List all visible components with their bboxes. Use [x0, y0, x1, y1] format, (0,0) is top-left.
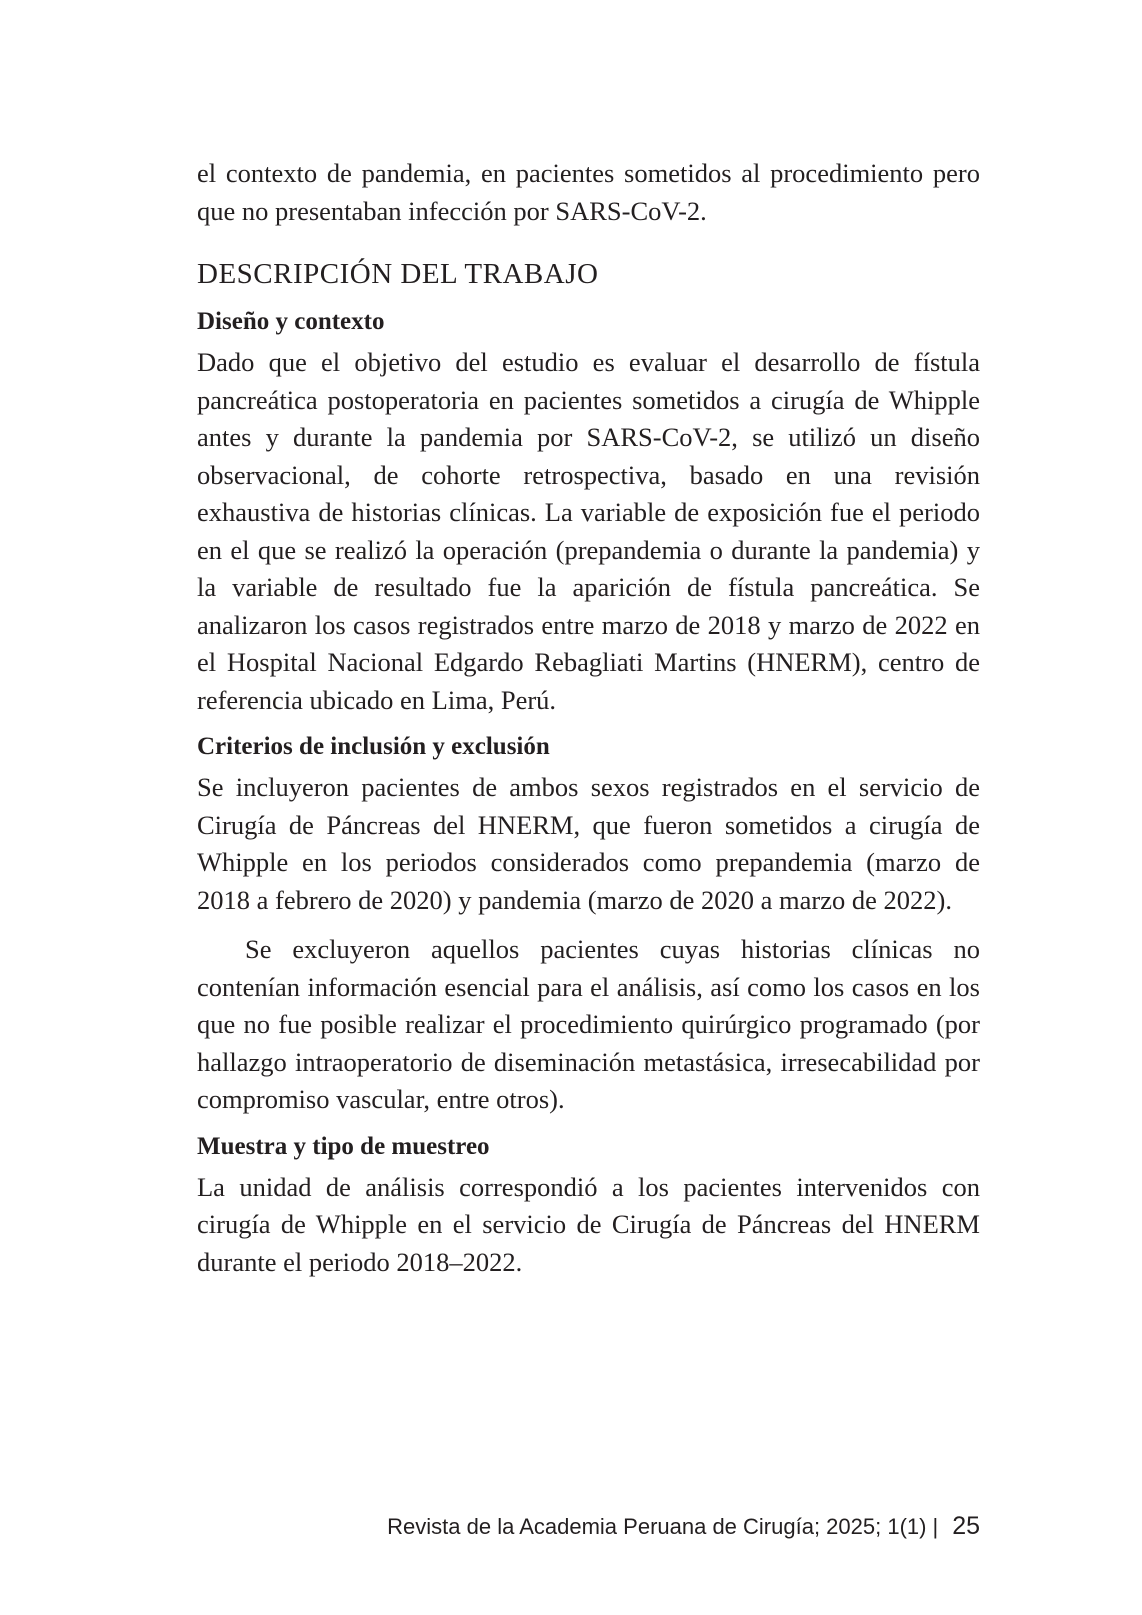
journal-citation: Revista de la Academia Peruana de Cirugía; 2025; 1(1): [387, 1514, 927, 1539]
intro-paragraph: el contexto de pandemia, en pacientes sometidos al procedimiento pero que no presentaban infección por SARS-CoV-2.: [197, 158, 980, 226]
subsection-heading-criteria: Criterios de inclusión y exclusión: [197, 733, 550, 760]
paragraph-exclusion: Se excluyeron aquellos pacientes cuyas historias clínicas no contenían información esencial para el análisis, así como los casos en los que no fue posible realizar el procedimiento quirúrgico programado (por hallazgo intraoperatorio de diseminación metastásica, irresecabilidad por compromiso vascular, entre otros).: [197, 934, 980, 1114]
paragraph-sample: La unidad de análisis correspondió a los pacientes intervenidos con cirugía de Whipple en el servicio de Cirugía de Páncreas del HNERM durante el periodo 2018–2022.: [197, 1171, 980, 1277]
page-number: 25: [952, 1512, 980, 1540]
subsection-heading-sample: Muestra y tipo de muestreo: [197, 1132, 490, 1160]
footer-separator: |: [932, 1514, 939, 1539]
paragraph-gap: [197, 919, 980, 931]
page-footer: [300, 1512, 980, 1541]
paragraph-design: Dado que el objetivo del estudio es evaluar el desarrollo de fístula pancreática postoperatoria en pacientes sometidos a cirugía de Whipple antes y durante la pandemia por SARS-CoV-2, se utilizó un diseño observacional, de cohorte retrospectiva, basado en una revisión exhaustiva de historias clínicas. La variable de exposición fue el periodo en el que se realizó la operación (prepandemia o durante la pandemia) y la variable de resultado fue la aparición de fístula pancreática. Se analizaron los casos registrados entre marzo de 2018 y marzo de 2022 en el Hospital Nacional Edgardo Rebagliati Martins (HNERM), centro de referencia ubicado en Lima, Perú.: [197, 347, 980, 715]
subsection-heading-design: Diseño y contexto: [197, 308, 385, 335]
page-body: [197, 155, 980, 1281]
section-title: DESCRIPCIÓN DEL TRABAJO: [197, 258, 599, 290]
paragraph-inclusion: Se incluyeron pacientes de ambos sexos registrados en el servicio de Cirugía de Páncreas del HNERM, que fueron sometidos a cirugía de Whipple en los periodos considerados como prepandemia (marzo de 2018 a febrero de 2020) y pandemia (marzo de 2020 a marzo de 2022).: [197, 772, 980, 915]
